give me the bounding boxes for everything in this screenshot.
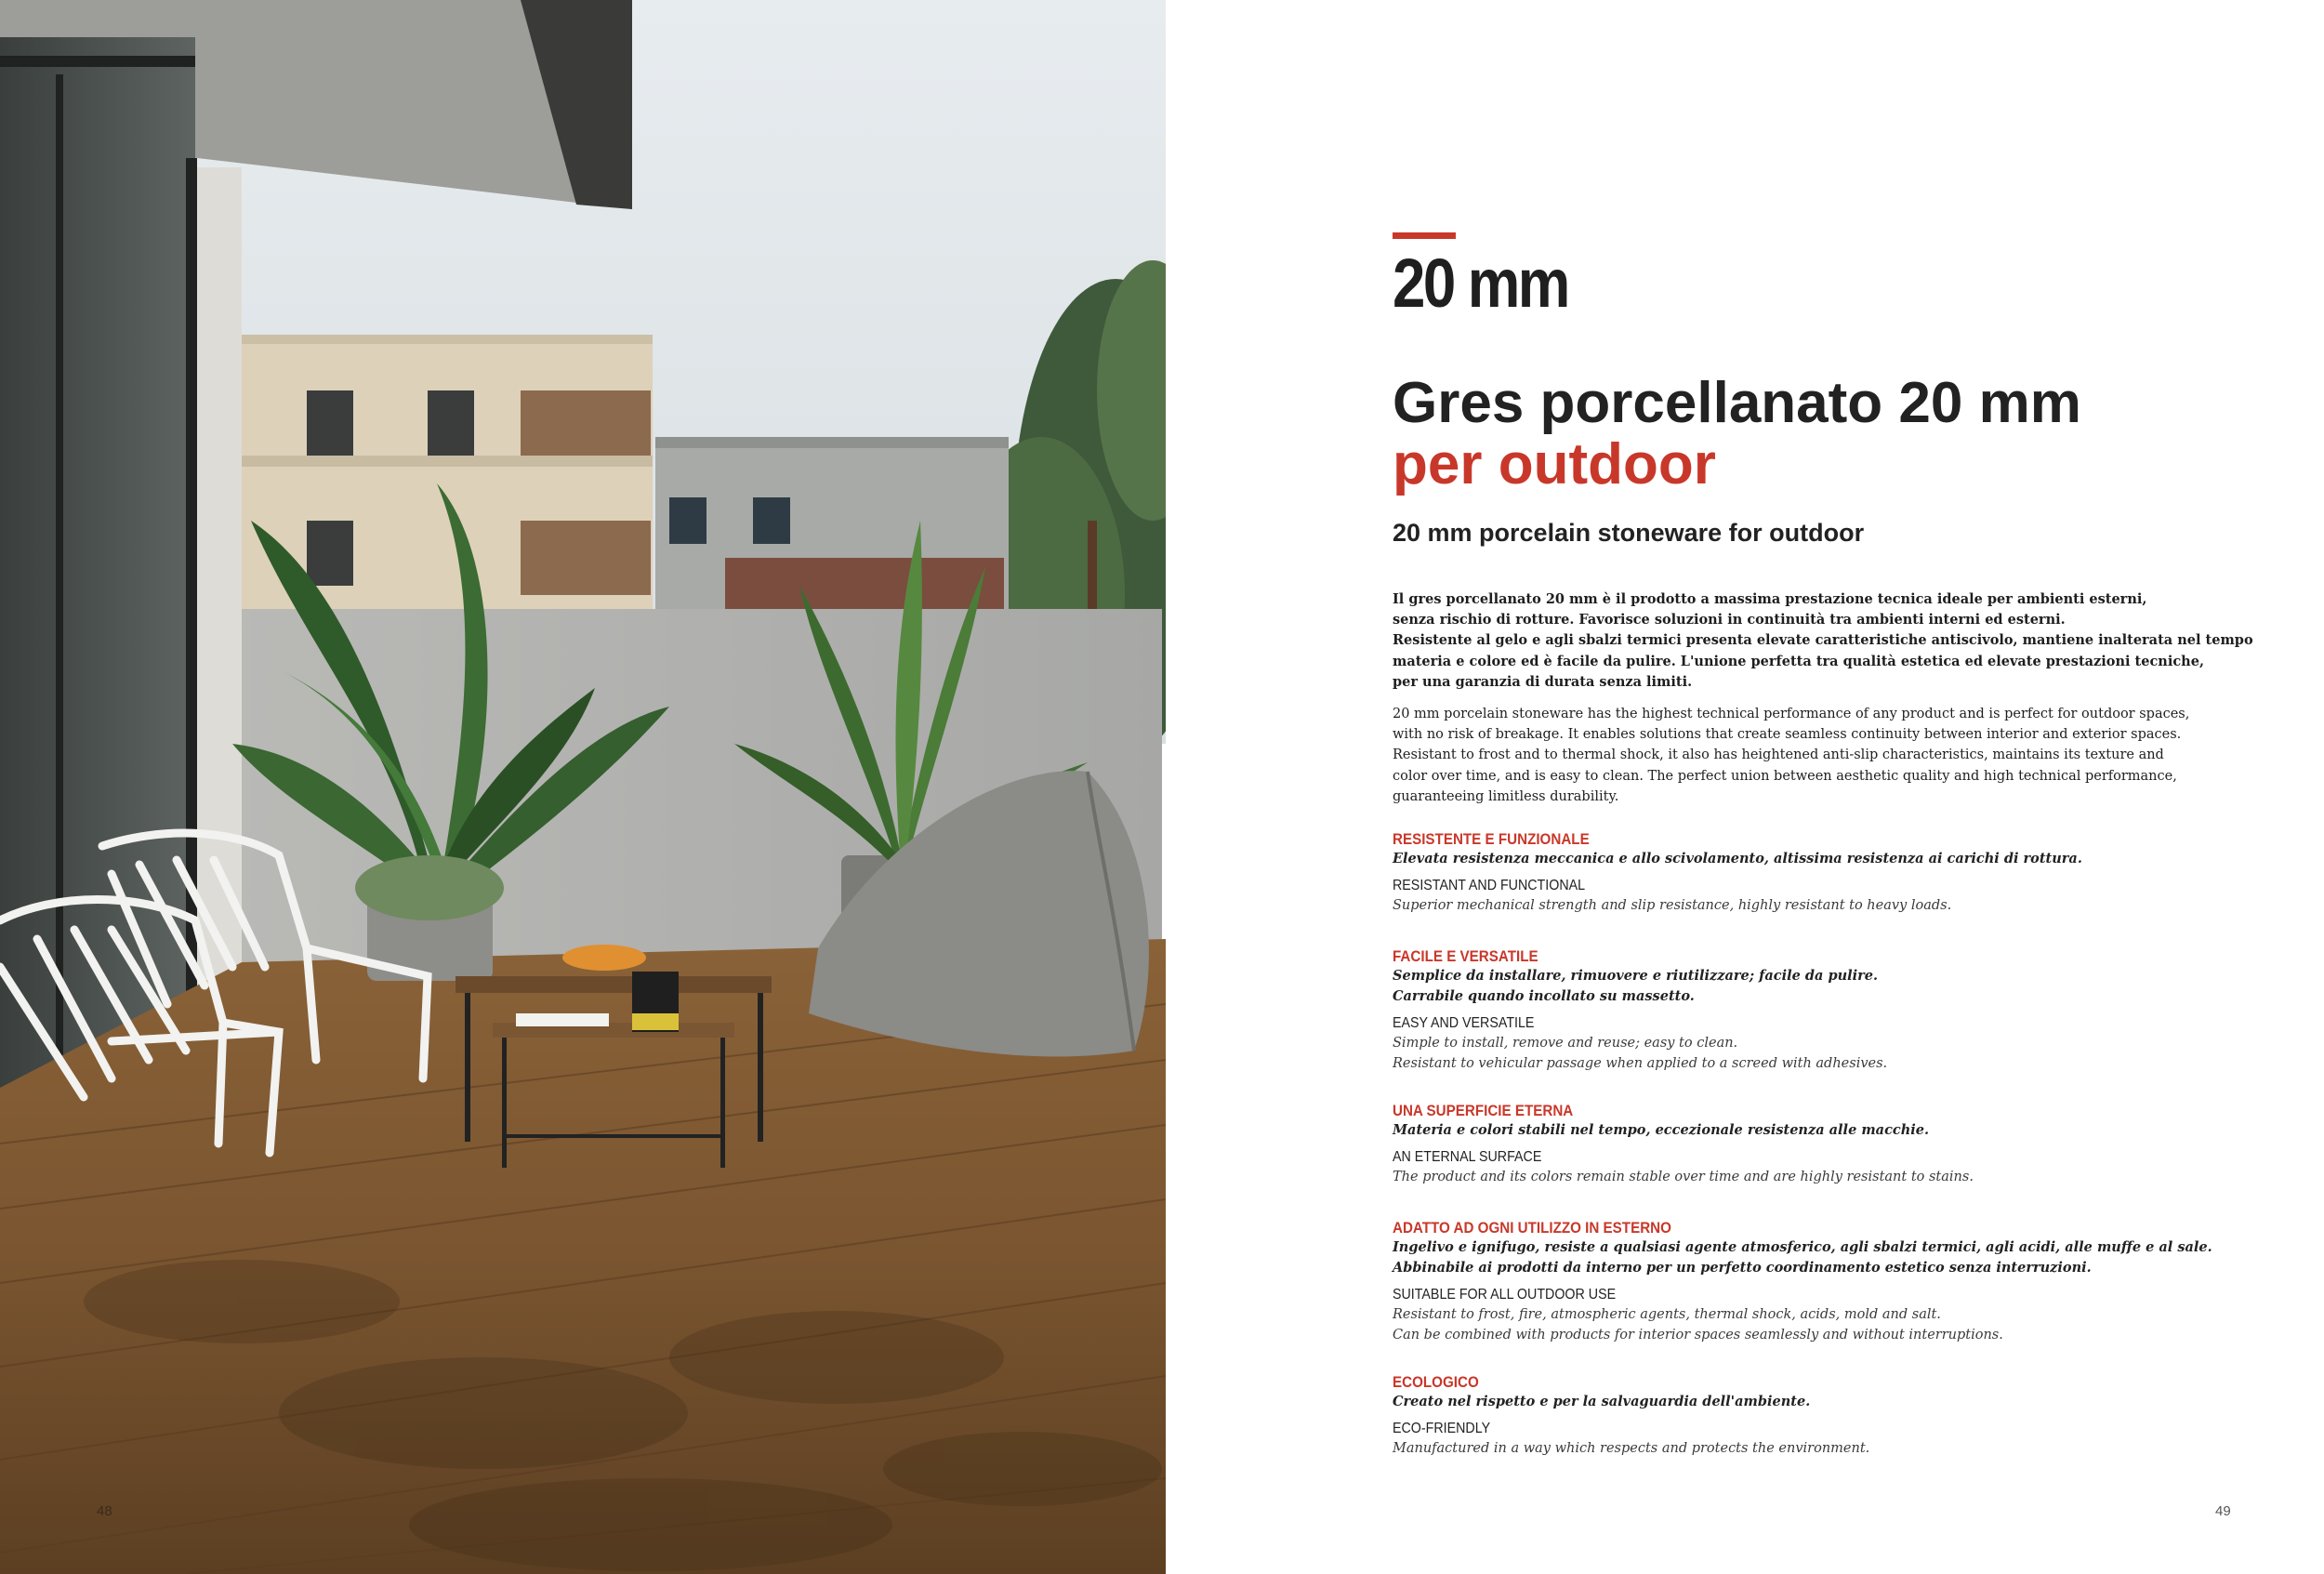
intro-line: color over time, and is easy to clean. The perfect union between aesthetic quality and high technical performance, — [1393, 768, 2177, 784]
intro-italian — [1393, 589, 2253, 693]
feature-easy — [1393, 947, 2192, 1074]
feature-text-en: Superior mechanical strength and slip resistance, highly resistant to heavy loads. — [1393, 898, 1952, 913]
feature-text-en: Manufactured in a way which respects and protects the environment. — [1393, 1441, 1870, 1456]
feature-resistant — [1393, 830, 2192, 916]
feature-heading-en: RESISTANT AND FUNCTIONAL — [1393, 878, 1586, 893]
intro-line: per una garanzia di durata senza limiti. — [1393, 673, 1693, 690]
feature-eternal — [1393, 1102, 2192, 1187]
feature-heading-it: ADATTO AD OGNI UTILIZZO IN ESTERNO — [1393, 1220, 1671, 1237]
feature-heading-it: UNA SUPERFICIE ETERNA — [1393, 1103, 1574, 1119]
feature-heading-it: RESISTENTE E FUNZIONALE — [1393, 831, 1590, 848]
intro-line: senza rischio di rotture. Favorisce soluzioni in continuità tra ambienti interni ed esterni. — [1393, 612, 2066, 628]
feature-text-it: Materia e colori stabili nel tempo, eccezionale resistenza alle macchie. — [1393, 1122, 1930, 1138]
subtitle-english: 20 mm porcelain stoneware for outdoor — [1393, 519, 1865, 547]
feature-heading-en: EASY AND VERSATILE — [1393, 1015, 1535, 1031]
feature-heading-it: FACILE E VERSATILE — [1393, 948, 1538, 965]
feature-outdoor-use — [1393, 1219, 2212, 1345]
title-italian-accent: per outdoor — [1393, 432, 1716, 496]
intro-line: with no risk of breakage. It enables solutions that create seamless continuity between interior and exterior spaces. — [1393, 727, 2182, 743]
intro-line: guaranteeing limitless durability. — [1393, 788, 1619, 804]
feature-heading-it: ECOLOGICO — [1393, 1374, 1479, 1391]
intro-line: Resistant to frost and to thermal shock, it also has heightened anti-slip characteristics, maintains its texture and — [1393, 747, 2164, 763]
intro-english — [1393, 704, 2190, 807]
feature-text-en: The product and its colors remain stable over time and are highly resistant to stains. — [1393, 1170, 1974, 1184]
intro-line: Il gres porcellanato 20 mm è il prodotto a massima prestazione tecnica ideale per ambienti esterni, — [1393, 591, 2147, 607]
feature-text-it: Semplice da installare, rimuovere e riutilizzare; facile da pulire. — [1393, 968, 1879, 984]
glass-door — [0, 37, 197, 1088]
text-page — [1166, 0, 2324, 1574]
feature-text-en: Simple to install, remove and reuse; easy to clean. — [1393, 1036, 1738, 1051]
intro-line: materia e colore ed è facile da pulire. L'unione perfetta tra qualità estetica ed elevate prestazioni tecniche, — [1393, 653, 2205, 669]
feature-text-it: Elevata resistenza meccanica e allo scivolamento, altissima resistenza ai carichi di rottura. — [1393, 851, 2082, 866]
feature-text-it: Ingelivo e ignifugo, resiste a qualsiasi agente atmosferico, agli sbalzi termici, agli acidi, alle muffe e al sale. — [1393, 1239, 2212, 1255]
thickness-heading: 20 mm — [1393, 245, 1568, 322]
page-number-left: 48 — [97, 1503, 112, 1519]
intro-line: Resistente al gelo e agli sbalzi termici presenta elevate caratteristiche antiscivolo, mantiene inalterata nel tempo — [1393, 632, 2253, 649]
feature-text-en: Resistant to frost, fire, atmospheric agents, thermal shock, acids, mold and salt. — [1393, 1307, 1941, 1322]
feature-text-it: Abbinabile ai prodotti da interno per un perfetto coordinamento estetico senza interruzioni. — [1393, 1260, 2092, 1276]
intro-line: 20 mm porcelain stoneware has the highest technical performance of any product and is perfect for outdoor spaces, — [1393, 707, 2190, 721]
accent-bar — [1393, 232, 1456, 239]
feature-ecological — [1393, 1373, 2192, 1459]
feature-heading-en: AN ETERNAL SURFACE — [1393, 1149, 1542, 1165]
feature-heading-en: ECO-FRIENDLY — [1393, 1421, 1491, 1436]
feature-text-it: Creato nel rispetto e per la salvaguardia dell'ambiente. — [1393, 1394, 1811, 1409]
grass-planter — [355, 855, 504, 920]
page-number-right: 49 — [2215, 1503, 2231, 1519]
title-italian: Gres porcellanato 20 mm — [1393, 371, 2081, 435]
feature-text-en: Can be combined with products for interior spaces seamlessly and without interruptions. — [1393, 1328, 2003, 1343]
feature-text-en: Resistant to vehicular passage when applied to a screed with adhesives. — [1393, 1056, 1888, 1071]
feature-heading-en: SUITABLE FOR ALL OUTDOOR USE — [1393, 1287, 1617, 1303]
feature-text-it: Carrabile quando incollato su massetto. — [1393, 988, 1695, 1004]
